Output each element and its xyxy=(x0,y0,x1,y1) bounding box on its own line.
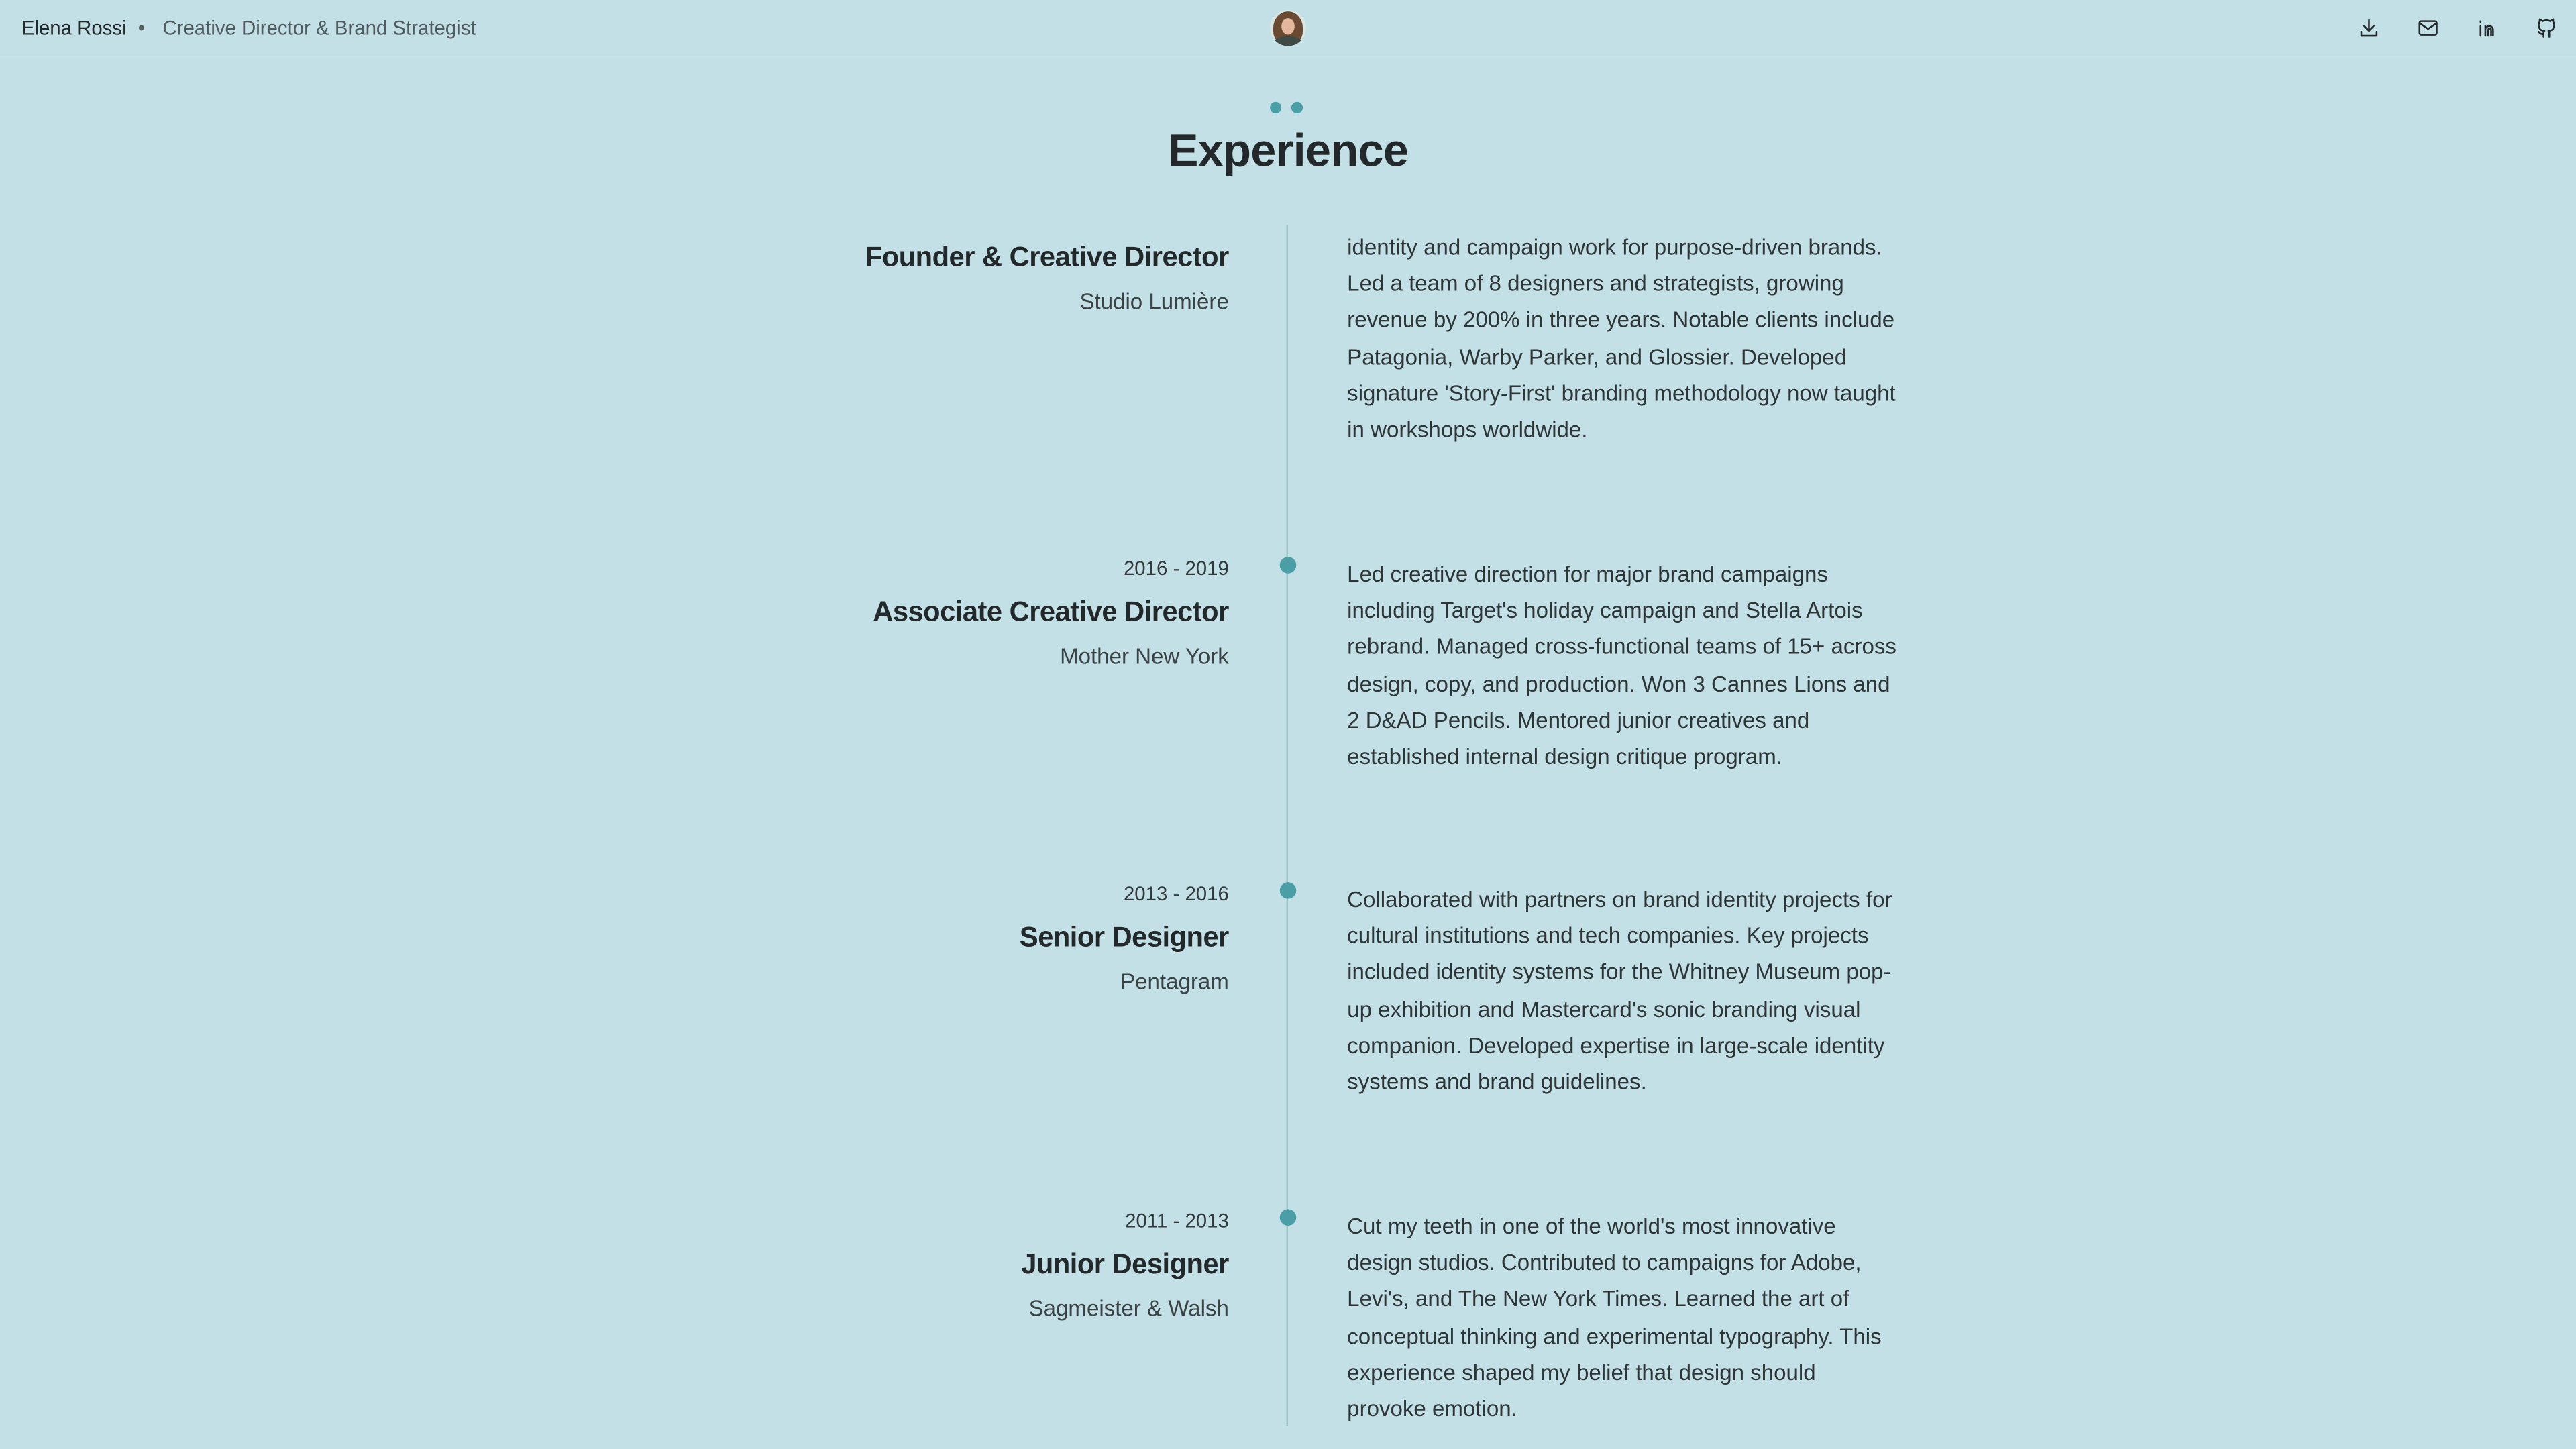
timeline-node xyxy=(1280,882,1296,898)
linkedin-icon[interactable] xyxy=(2476,16,2499,39)
entry-date: 2016 - 2019 xyxy=(1123,557,1229,580)
entry-date xyxy=(572,225,1229,232)
timeline-node xyxy=(1280,557,1296,573)
entry-title: Senior Designer xyxy=(1019,921,1229,953)
owner-role: Creative Director & Brand Strategist xyxy=(162,16,476,40)
timeline[interactable] xyxy=(0,225,2576,1449)
entry-title: Associate Creative Director xyxy=(873,596,1229,628)
entry-company: Pentagram xyxy=(1120,969,1229,994)
section-title: Experience xyxy=(1167,125,1409,176)
github-icon[interactable] xyxy=(2535,16,2558,39)
timeline-node xyxy=(1280,1209,1296,1225)
download-icon[interactable] xyxy=(2357,16,2380,39)
entry-date: 2011 - 2013 xyxy=(1125,1209,1229,1232)
top-bar xyxy=(0,0,2576,58)
entry-title: Founder & Creative Director xyxy=(865,241,1229,273)
owner-name[interactable]: Elena Rossi xyxy=(21,16,127,40)
entry-title: Junior Designer xyxy=(1021,1248,1229,1280)
entry-company: Mother New York xyxy=(1060,644,1229,669)
separator: • xyxy=(138,16,146,40)
timeline-line xyxy=(1287,225,1288,1426)
entry-description: Collaborated with partners on brand identity projects for cultural institutions and tech companies. Key projects included identity systems for the Whitney Museum pop-up exhibition and Mastercard's sonic branding visual companion. Developed expertise in large-scale identity systems and brand guidelines. xyxy=(1347,887,1892,1095)
entry-company: Studio Lumière xyxy=(1079,289,1229,314)
entry-description: Cut my teeth in one of the world's most innovative design studios. Contributed to campaigns for Adobe, Levi's, and The New York Times. Learned the art of conceptual thinking and experimental typography. This experience shaped my belief that design should provoke emotion. xyxy=(1347,1214,1882,1421)
entry-date: 2013 - 2016 xyxy=(1123,882,1229,906)
mail-icon[interactable] xyxy=(2416,16,2439,39)
entry-description: Led creative direction for major brand campaigns including Target's holiday campaign and Stella Artois rebrand. Managed cross-functional teams of 15+ across design, copy, and production. Won 3 Cannes Lions and 2 D&AD Pencils. Mentored junior creatives and established internal design critique program. xyxy=(1347,561,1896,769)
avatar[interactable] xyxy=(1270,10,1306,46)
entry-company: Sagmeister & Walsh xyxy=(1028,1296,1229,1321)
entry-description: identity and campaign work for purpose-driven brands. Led a team of 8 designers and strategists, growing revenue by 200% in three years. Notable clients include Patagonia, Warby Parker, and Glossier. Developed signature 'Story-First' branding methodology now taught in workshops worldwide. xyxy=(1347,235,1896,442)
